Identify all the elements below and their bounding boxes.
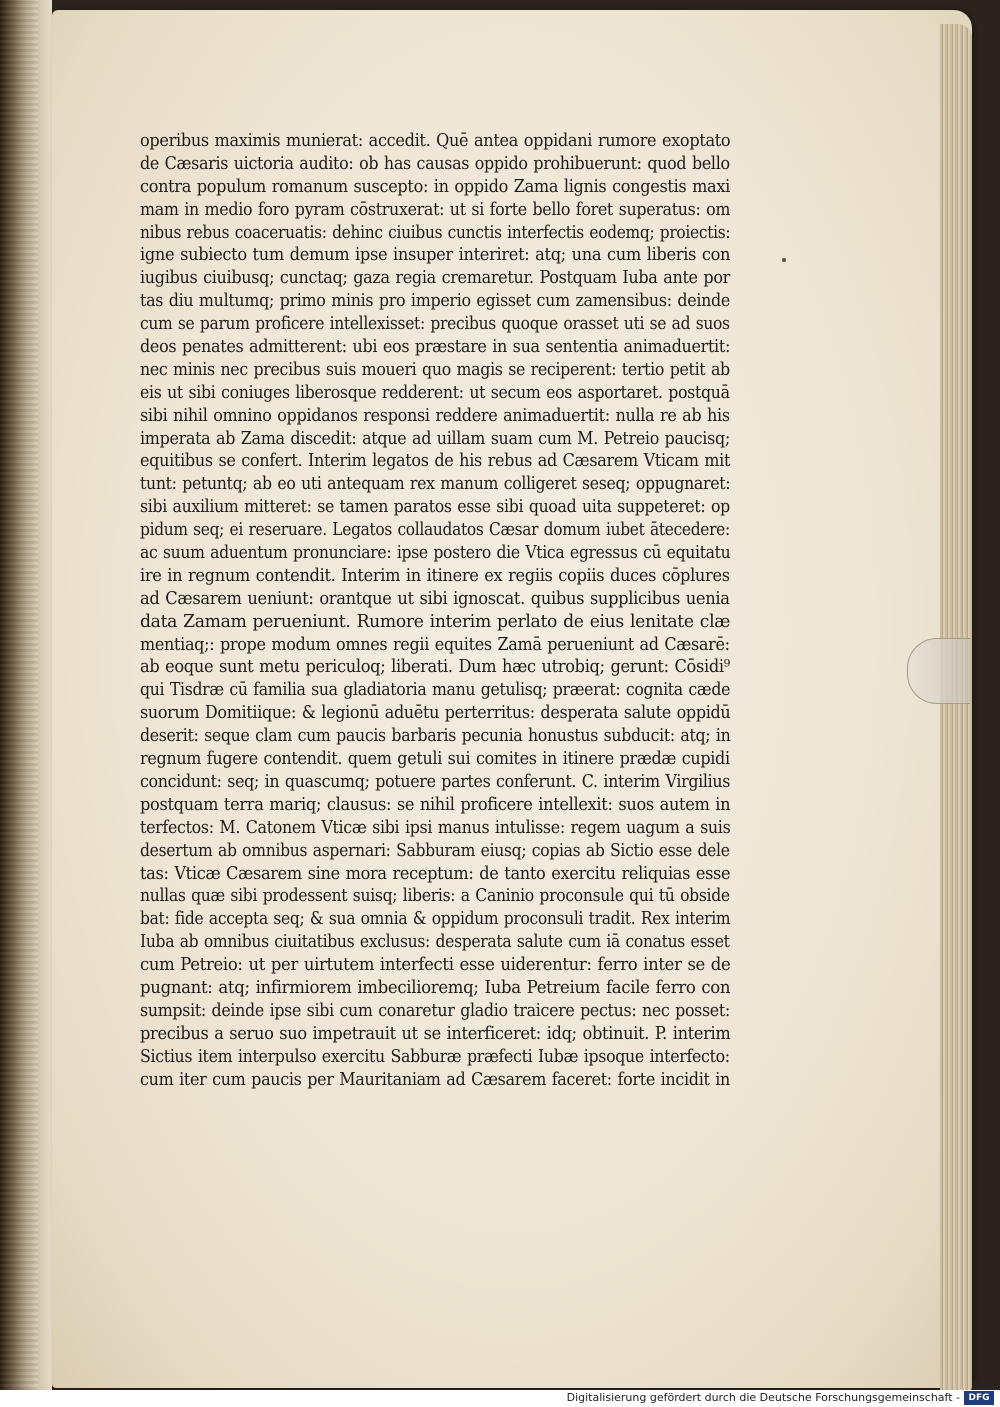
text-line: nec minis nec precibus suis moueri quo magis se reciperent: tertio petit ab	[140, 359, 730, 380]
text-line: tunt: petuntq; ab eo uti antequam rex manum colligeret seseq; oppugnaret:	[140, 474, 731, 495]
text-line: cum iter cum paucis per Mauritaniam ad Cæsarem faceret: forte incidit in	[140, 1069, 731, 1090]
text-line: cum se parum proficere intellexisset: precibus quoque orasset uti se ad suos	[140, 314, 730, 335]
funding-credit: Digitalisierung gefördert durch die Deutsche Forschungsgemeinschaft -	[566, 1391, 960, 1404]
text-line: equitibus se confert. Interim legatos de his rebus ad Cæsarem Vticam mit	[140, 451, 731, 472]
text-line: mam in medio foro pyram cōstruxerat: ut si forte bello foret superatus: om	[140, 199, 731, 220]
text-line: data Zamam perueniunt. Rumore interim perlato de eius lenitate clæ	[140, 611, 731, 632]
dfg-logo: DFG	[964, 1391, 994, 1405]
text-line: mentiaq;: prope modum omnes regii equites Zamā perueniunt ad Cæsarē:	[140, 634, 730, 655]
facing-page-edge	[38, 0, 52, 1390]
text-line: pugnant: atq; infirmiorem imbecilioremq; Iuba Petreium facile ferro con	[140, 977, 731, 998]
text-line: Iuba ab omnibus ciuitatibus exclusus: desperata salute cum iā conatus esset	[140, 932, 730, 953]
text-line: igne subiecto tum demum ipse insuper interiret: atq; una cum liberis con	[140, 245, 731, 266]
text-line: nullas quæ sibi prodessent suisq; liberis: a Caninio proconsule qui tū obside	[140, 886, 730, 907]
text-line: concidunt: seq; in quascumq; potuere partes conferunt. C. interim Virgilius	[140, 771, 731, 792]
text-line: tas: Vticæ Cæsarem sine mora receptum: de tanto exercitu reliquias esse	[140, 863, 731, 884]
text-line: sibi auxilium mitteret: se tamen paratos esse sibi quoad uita suppeteret: op	[140, 497, 730, 518]
page-edges	[940, 24, 972, 1390]
text-line: eis ut sibi coniuges liberosque redderent: ut secum eos asportaret. postquā	[140, 382, 730, 403]
text-line: sumpsit: deinde ipse sibi cum conaretur gladio traicere pectus: nec posset:	[140, 1000, 730, 1021]
text-line: ad Cæsarem ueniunt: orantque ut sibi ignoscat. quibus supplicibus uenia	[140, 588, 730, 609]
text-line: deos penates admitterent: ubi eos præstare in sua sententia animaduertit:	[140, 337, 731, 358]
footer-bar	[0, 1390, 1000, 1407]
text-line: contra populum romanum suscepto: in oppido Zama lignis congestis maxi	[140, 176, 730, 197]
text-line: ac suum aduentum pronunciare: ipse postero die Vtica egressus cū equitatu	[140, 543, 731, 564]
text-line: qui Tisdræ cū familia sua gladiatoria manu getulisq; præerat: cognita cæde	[140, 680, 731, 701]
paper-speck	[782, 258, 786, 262]
text-line: sibi nihil omnino oppidanos responsi reddere animaduertit: nulla re ab his	[140, 405, 730, 426]
printed-text-block	[140, 130, 731, 1091]
text-line: Sictius item interpulso exercitu Sabburæ præfecti Iubæ ipsoque interfecto:	[140, 1046, 730, 1067]
text-line: suorum Domitiique: & legionū aduētu perterritus: desperata salute oppidū	[140, 703, 731, 724]
text-line: precibus a seruo suo impetrauit ut se interficeret: idq; obtinuit. P. interim	[140, 1023, 731, 1044]
page-clip	[907, 638, 970, 704]
text-line: ab eoque sunt metu periculoq; liberati. Dum hæc utrobiq; gerunt: Cōsidi⁹	[140, 657, 730, 678]
text-line: imperata ab Zama discedit: atque ad uillam suam cum M. Petreio paucisq;	[140, 428, 730, 449]
text-line: terfectos: M. Catonem Vticæ sibi ipsi manus intulisse: regem uagum a suis	[140, 817, 731, 838]
text-line: desertum ab omnibus aspernari: Sabburam eiusq; copias ab Sictio esse dele	[140, 840, 730, 861]
text-line: postquam terra mariq; clausus: se nihil proficere intellexit: suos autem in	[140, 794, 731, 815]
text-line: tas diu multumq; primo minis pro imperio egisset cum zamensibus: deinde	[140, 291, 730, 312]
text-line: nibus rebus coaceruatis: dehinc ciuibus cunctis interfectis eodemq; proiectis:	[140, 222, 731, 243]
text-line: bat: fide accepta seq; & sua omnia & oppidum proconsuli tradit. Rex interim	[140, 909, 731, 930]
text-line: cum Petreio: ut per uirtutem interfecti esse uiderentur: ferro inter se de	[140, 955, 731, 976]
text-line: de Cæsaris uictoria audito: ob has causas oppido prohibuerunt: quod bello	[140, 153, 730, 174]
text-line: regnum fugere contendit. quem getuli sui comites in itinere prædæ cupidi	[140, 749, 730, 770]
text-line: pidum seq; ei reseruare. Legatos collaudatos Cæsar domum iubet ātecedere:	[140, 520, 730, 541]
text-line: deserit: seque clam cum paucis barbaris pecunia honustus subducit: atq; in	[140, 726, 731, 747]
book-spine	[0, 0, 38, 1390]
text-line: ire in regnum contendit. Interim in itinere ex regiis copiis duces cōplures	[140, 565, 730, 586]
text-line: iugibus ciuibusq; cunctaq; gaza regia cremaretur. Postquam Iuba ante por	[140, 268, 731, 289]
text-line: operibus maximis munierat: accedit. Quē antea oppidani rumore exoptato	[140, 131, 731, 151]
